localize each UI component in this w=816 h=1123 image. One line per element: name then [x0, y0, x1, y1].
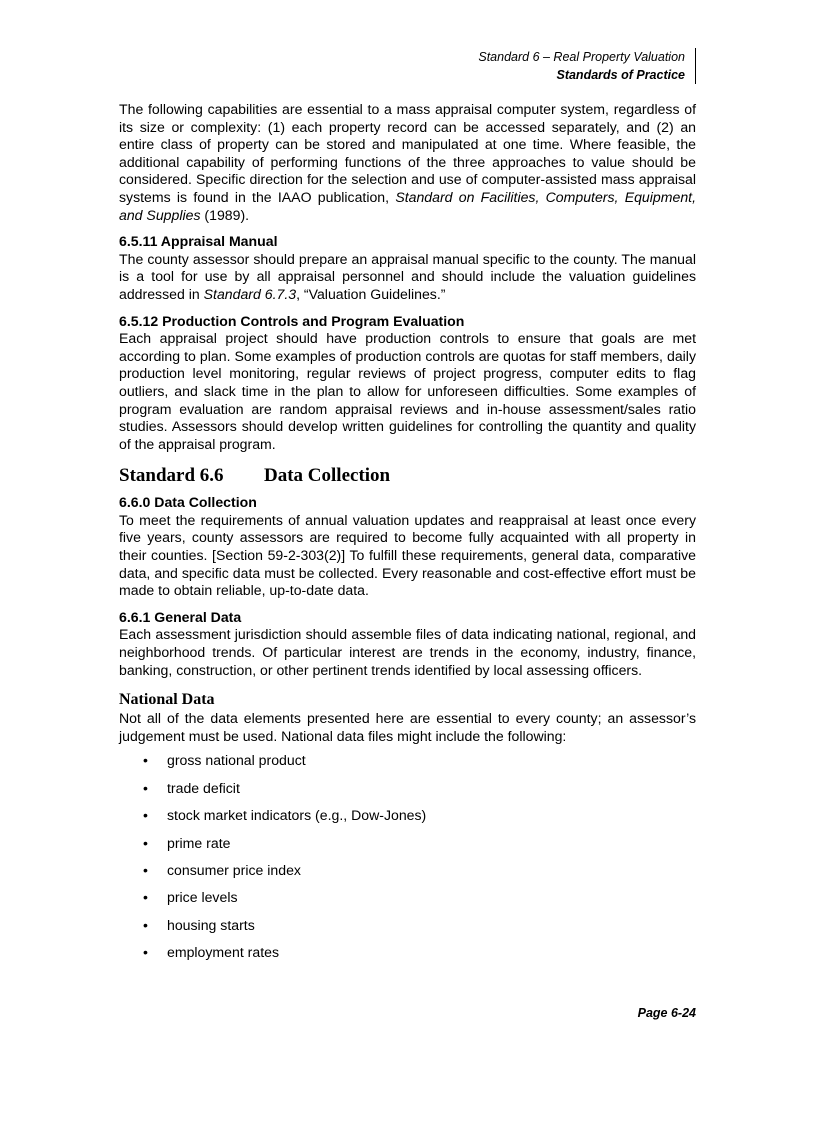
appraisal-manual-paragraph	[119, 251, 696, 304]
list-item	[119, 917, 696, 944]
page-body	[119, 101, 696, 972]
section-heading-6-5-11: 6.5.11 Appraisal Manual	[119, 233, 278, 250]
bullet-icon: •	[143, 779, 148, 796]
publication-title: Standard on Facilities, Computers, Equipment, and Supplies	[119, 188, 696, 223]
list-item	[119, 889, 696, 916]
list-item-text: consumer price index	[167, 861, 301, 878]
bullet-icon: •	[143, 752, 148, 769]
list-item-text: trade deficit	[167, 779, 240, 796]
appraisal-manual-text-end: , “Valuation Guidelines.”	[296, 285, 446, 302]
intro-text: The following capabilities are essential to a mass appraisal computer system, regardless of its size or complexity: (1) each property record can be accessed separately, and (2) an entire class of property can be stored and manipulated at one time. Where feasible, the additional capability of performing functions of the three approaches to value should be considered. Specific direction for the selection and use of computer-assisted mass appraisal systems is found in the IAAO publication,	[119, 101, 696, 205]
appraisal-manual-text: The county assessor should prepare an appraisal manual specific to the county. The manual is a tool for use by all appraisal personnel and should include the valuation guidelines addressed in	[119, 250, 696, 302]
standard-number: Standard 6.6	[119, 465, 224, 487]
bullet-icon: •	[143, 834, 148, 851]
header-standard-title: Standard 6 – Real Property Valuation	[478, 50, 685, 64]
bullet-icon: •	[143, 916, 148, 933]
list-item	[119, 835, 696, 862]
intro-text-end: (1989).	[200, 206, 250, 223]
list-item-text: housing starts	[167, 916, 255, 933]
running-header	[478, 48, 696, 84]
data-collection-paragraph: To meet the requirements of annual valuation updates and reappraisal at least once every five years, county assessors are required to become fully acquainted with all property in their counties. [Section 59-2-303(2)] To fulfill these requirements, general data, comparative data, and specific data must be collected. Every reasonable and cost-effective effort must be made to obtain reliable, up-to-date data.	[119, 511, 696, 599]
standard-6-6-heading	[119, 465, 696, 487]
bullet-icon: •	[143, 944, 148, 961]
national-data-heading: National Data	[119, 691, 215, 709]
header-subtitle: Standards of Practice	[556, 68, 685, 82]
list-item-text: employment rates	[167, 944, 280, 961]
intro-paragraph	[119, 101, 696, 224]
list-item	[119, 780, 696, 807]
national-data-paragraph: Not all of the data elements presented here are essential to every county; an assessor’s judgement must be used. National data files might include the following:	[119, 710, 696, 744]
production-controls-paragraph: Each appraisal project should have production controls to ensure that goals are met according to plan. Some examples of production controls are quotas for staff members, daily production level monitoring, regular reviews of project progress, computer edits to flag outliers, and slack time in the plan to allow for unforeseen difficulties. Some examples of program evaluation are random appraisal reviews and in-house assessment/sales ratio studies. Assessors should develop written guidelines for controlling the quantity and quality of the appraisal program.	[119, 330, 696, 452]
list-item-text: prime rate	[167, 834, 231, 851]
standard-title: Data Collection	[264, 465, 391, 487]
national-data-list	[119, 752, 696, 971]
section-heading-6-6-1: 6.6.1 General Data	[119, 608, 242, 625]
bullet-icon: •	[143, 861, 148, 878]
page-number: Page 6-24	[637, 1006, 696, 1020]
list-item	[119, 752, 696, 779]
general-data-paragraph: Each assessment jurisdiction should assemble files of data indicating national, regional, and neighborhood trends. Of particular interest are trends in the economy, industry, finance, banking, construction, or other pertinent trends identified by local assessing officers.	[119, 626, 696, 678]
list-item-text: price levels	[167, 889, 238, 906]
bullet-icon: •	[143, 889, 148, 906]
list-item-text: stock market indicators (e.g., Dow-Jones)	[167, 807, 427, 824]
list-item	[119, 944, 696, 971]
list-item	[119, 862, 696, 889]
section-heading-6-5-12: 6.5.12 Production Controls and Program Evaluation	[119, 312, 465, 329]
list-item-text: gross national product	[167, 752, 306, 769]
section-heading-6-6-0: 6.6.0 Data Collection	[119, 494, 257, 511]
list-item	[119, 807, 696, 834]
bullet-icon: •	[143, 807, 148, 824]
standard-reference: Standard 6.7.3	[203, 285, 297, 302]
